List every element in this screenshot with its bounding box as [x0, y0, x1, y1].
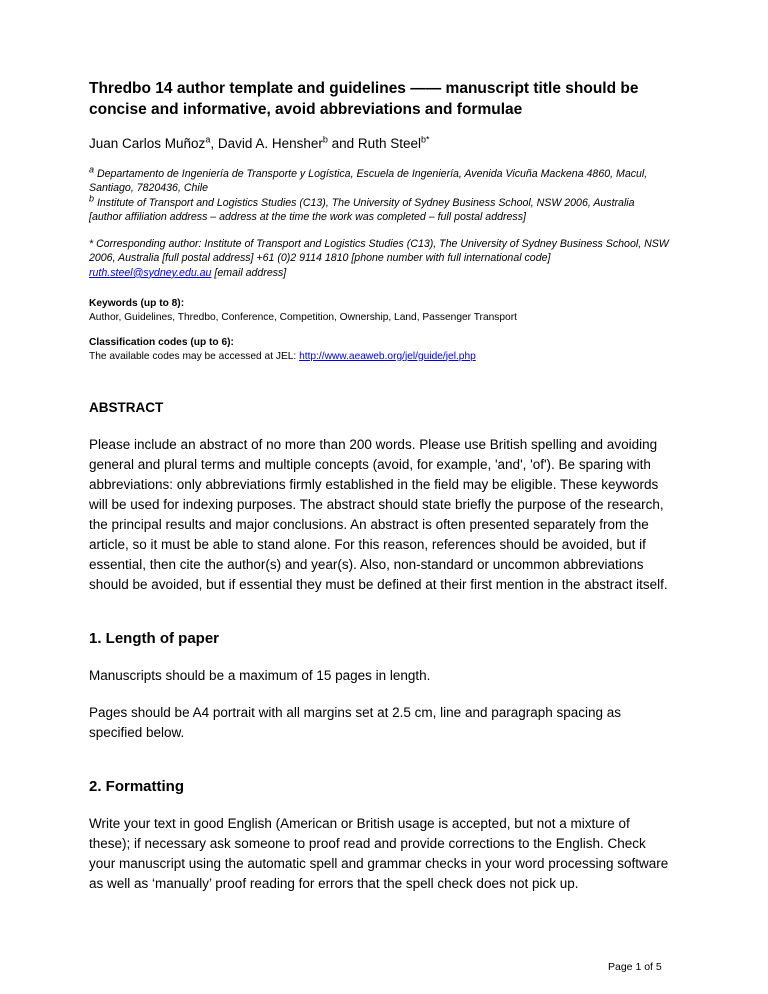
email-note: [email address] — [211, 266, 287, 279]
author-list — [89, 135, 672, 153]
paper-title: Thredbo 14 author template and guidelines —— manuscript title should be concise and informative, avoid abbreviations and formulae — [89, 80, 639, 118]
affiliations — [89, 164, 672, 224]
keywords-text: Author, Guidelines, Thredbo, Conference, Competition, Ownership, Land, Passenger Transport — [89, 311, 517, 323]
affiliation-marker: a — [205, 134, 211, 145]
page-number: Page 1 of 5 — [608, 961, 662, 973]
section-heading: 1. Length of paper — [89, 630, 220, 648]
keywords-label: Keywords (up to 8): — [89, 298, 185, 310]
affiliation-marker: b — [322, 134, 328, 145]
corresponding-author — [89, 237, 672, 280]
affiliation-note: [author affiliation address – address at the time the work was completed – full postal address] — [89, 210, 526, 223]
abstract-heading: ABSTRACT — [89, 400, 164, 416]
affiliation-text: Departamento de Ingeniería de Transporte y Logística, Escuela de Ingeniería, Avenida Vicuña Mackena 4860, Macul, Santiago, 7820436, Chile — [89, 168, 648, 195]
classification-text — [89, 350, 672, 364]
author-name: , David A. Hensher — [210, 136, 323, 151]
classification-label: Classification codes (up to 6): — [89, 337, 234, 349]
author-name: and Ruth Steel — [327, 136, 421, 151]
author-name: Juan Carlos Muñoz — [89, 136, 206, 151]
affiliation-text: Institute of Transport and Logistics Studies (C13), The University of Sydney Business School, NSW 2006, Australia — [94, 196, 635, 209]
jel-link[interactable]: http://www.aeaweb.org/jel/guide/jel.php — [299, 350, 476, 362]
email-link[interactable]: ruth.steel@sydney.edu.au — [89, 266, 212, 279]
affiliation-b — [89, 193, 672, 210]
affiliation-a — [89, 164, 672, 196]
section-paragraph: Write your text in good English (American or British usage is accepted, but not a mixture of these); if necessary ask someone to proof read and provide corrections to the English. Check your manuscript using the automatic spell and grammar checks in your word processing software as well as ‘manually’ proof reading for errors that the spell check does not pick up. — [89, 816, 669, 892]
affiliation-marker: b* — [420, 134, 430, 145]
section-heading: 2. Formatting — [89, 778, 185, 796]
abstract-text: Please include an abstract of no more than 200 words. Please use British spelling and avoiding general and plural terms and multiple concepts (avoid, for example, 'and', 'of'). Be sparing with abbreviations: only abbreviations firmly established in the field may be eligible. These keywords will be used for indexing purposes. The abstract should state briefly the purpose of the research, the principal results and major conclusions. An abstract is often presented separately from the article, so it must be able to stand alone. For this reason, references should be avoided, but if essential, then cite the author(s) and year(s). Also, non-standard or uncommon abbreviations should be avoided, but if essential they must be defined at their first mention in the abstract itself. — [89, 437, 668, 593]
affiliation-marker: a — [89, 164, 95, 175]
section-paragraph: Pages should be A4 portrait with all margins set at 2.5 cm, line and paragraph spacing as specified below. — [89, 705, 622, 741]
corresponding-text: * Corresponding author: Institute of Transport and Logistics Studies (C13), The University of Sydney Business School, NSW 2006, Australia [full postal address] +61 (0)2 9114 1810 [phone number with full international code] — [89, 238, 669, 265]
affiliation-marker: b — [89, 193, 95, 204]
section-paragraph: Manuscripts should be a maximum of 15 pages in length. — [89, 668, 431, 684]
classification-intro: The available codes may be accessed at JEL: — [89, 350, 300, 362]
